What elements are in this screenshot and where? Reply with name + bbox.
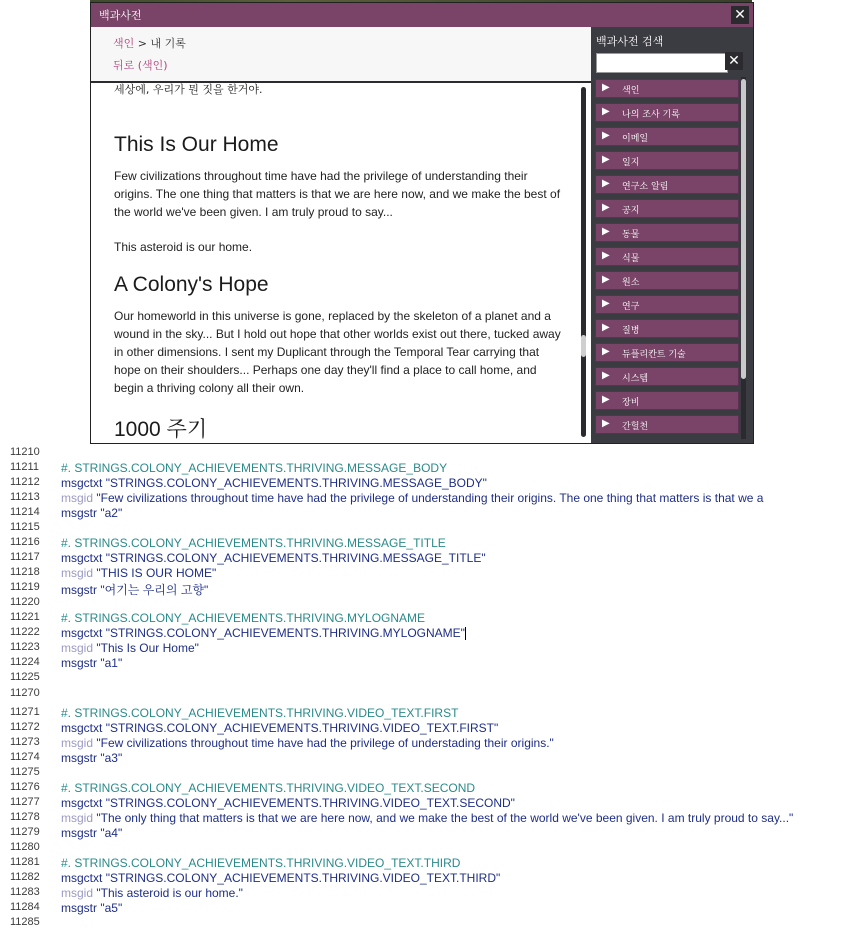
code-keyword: msgstr bbox=[61, 751, 97, 765]
sidebar-item[interactable] bbox=[595, 79, 739, 98]
sidebar-item[interactable] bbox=[595, 295, 739, 314]
triangle-right-icon: ▶ bbox=[602, 298, 610, 309]
code-value: "a3" bbox=[100, 751, 123, 765]
sidebar-item-label: 식물 bbox=[622, 254, 640, 264]
code-line bbox=[0, 871, 848, 886]
code-value: "a5" bbox=[100, 901, 123, 915]
code-line bbox=[0, 656, 848, 671]
triangle-right-icon: ▶ bbox=[602, 370, 610, 381]
search-input[interactable] bbox=[596, 53, 728, 73]
code-line bbox=[0, 901, 848, 916]
sidebar-item[interactable] bbox=[595, 367, 739, 386]
code-entry bbox=[61, 721, 498, 735]
code-value: "STRINGS.COLONY_ACHIEVEMENTS.THRIVING.MYLOGNAME" bbox=[105, 626, 465, 640]
sidebar-item-label: 나의 조사 기록 bbox=[622, 110, 680, 120]
line-number: 11213 bbox=[10, 491, 40, 503]
sidebar-item[interactable] bbox=[595, 151, 739, 170]
back-link[interactable]: 뒤로 (색인) bbox=[113, 59, 168, 72]
code-entry bbox=[61, 491, 763, 505]
code-keyword: msgid bbox=[61, 566, 94, 580]
code-keyword: msgstr bbox=[61, 583, 97, 597]
line-number: 11211 bbox=[10, 461, 39, 473]
sidebar-item-label: 원소 bbox=[622, 278, 640, 288]
code-keyword: msgctxt bbox=[61, 796, 103, 810]
triangle-right-icon: ▶ bbox=[602, 202, 610, 213]
encyclopedia-window bbox=[90, 2, 754, 444]
line-number: 11214 bbox=[10, 506, 40, 518]
line-number: 11221 bbox=[10, 611, 40, 623]
line-number: 11220 bbox=[10, 596, 40, 608]
line-number: 11278 bbox=[10, 811, 40, 823]
sidebar-title: 백과사전 검색 bbox=[596, 35, 664, 48]
code-line bbox=[0, 916, 848, 931]
triangle-right-icon: ▶ bbox=[602, 346, 610, 357]
search-sidebar bbox=[591, 27, 753, 443]
line-number: 11274 bbox=[10, 751, 40, 763]
close-button[interactable] bbox=[731, 6, 749, 24]
code-value: "This Is Our Home" bbox=[96, 641, 199, 655]
code-line bbox=[0, 521, 848, 536]
sidebar-scrollbar-thumb[interactable] bbox=[741, 79, 746, 379]
triangle-right-icon: ▶ bbox=[602, 106, 610, 117]
code-keyword: msgid bbox=[61, 641, 94, 655]
code-line bbox=[0, 611, 848, 626]
line-number: 11210 bbox=[10, 446, 40, 458]
breadcrumb-separator: > bbox=[134, 37, 151, 50]
code-keyword: msgstr bbox=[61, 901, 97, 915]
code-value: "This asteroid is our home." bbox=[96, 886, 243, 900]
line-number: 11277 bbox=[10, 796, 40, 808]
line-number: 11270 bbox=[10, 687, 40, 699]
line-number: 11217 bbox=[10, 551, 40, 563]
sidebar-item[interactable] bbox=[595, 271, 739, 290]
line-number: 11271 bbox=[10, 706, 40, 718]
code-entry bbox=[61, 506, 122, 520]
code-comment: #. STRINGS.COLONY_ACHIEVEMENTS.THRIVING.MYLOGNAME bbox=[61, 611, 426, 625]
line-number: 11212 bbox=[10, 476, 40, 488]
code-keyword: msgstr bbox=[61, 656, 97, 670]
triangle-right-icon: ▶ bbox=[602, 322, 610, 333]
code-keyword: msgid bbox=[61, 736, 94, 750]
code-line bbox=[0, 551, 848, 566]
line-number: 11284 bbox=[10, 901, 40, 913]
article-heading-home: This Is Our Home bbox=[114, 133, 279, 156]
code-line bbox=[0, 461, 848, 476]
breadcrumb-index-link[interactable]: 색인 bbox=[113, 37, 135, 50]
code-line bbox=[0, 811, 848, 826]
line-number: 11219 bbox=[10, 581, 40, 593]
sidebar-item[interactable] bbox=[595, 103, 739, 122]
code-line bbox=[0, 781, 848, 796]
line-number: 11283 bbox=[10, 886, 40, 898]
sidebar-item-label: 질병 bbox=[622, 326, 640, 336]
article-content bbox=[91, 83, 591, 443]
code-entry bbox=[61, 886, 243, 900]
code-keyword: msgid bbox=[61, 491, 94, 505]
line-number: 11282 bbox=[10, 871, 40, 883]
sidebar-item[interactable] bbox=[595, 127, 739, 146]
code-line bbox=[0, 566, 848, 581]
triangle-right-icon: ▶ bbox=[602, 250, 610, 261]
code-line bbox=[0, 536, 848, 551]
code-value: "a1" bbox=[100, 656, 123, 670]
code-entry bbox=[61, 476, 487, 490]
code-line bbox=[0, 491, 848, 506]
code-entry bbox=[61, 736, 554, 750]
code-line bbox=[0, 446, 848, 461]
sidebar-item[interactable] bbox=[595, 223, 739, 242]
code-value: "STRINGS.COLONY_ACHIEVEMENTS.THRIVING.MESSAGE_BODY" bbox=[105, 476, 487, 490]
sidebar-item[interactable] bbox=[595, 247, 739, 266]
line-number: 11281 bbox=[10, 856, 40, 868]
code-entry bbox=[61, 656, 122, 670]
code-entry bbox=[61, 826, 122, 840]
code-keyword: msgstr bbox=[61, 826, 97, 840]
code-comment: #. STRINGS.COLONY_ACHIEVEMENTS.THRIVING.MESSAGE_TITLE bbox=[61, 536, 446, 550]
code-line bbox=[0, 626, 848, 641]
sidebar-item-label: 듀플리칸트 기술 bbox=[622, 350, 686, 360]
code-value: "Few civilizations throughout time have had the privilege of understanding their origins. The one thing that matters is that we a bbox=[96, 491, 764, 505]
sidebar-item[interactable] bbox=[595, 199, 739, 218]
code-value: "The only thing that matters is that we are here now, and we make the best of the world we've been given. I am truly proud to say..." bbox=[96, 811, 794, 825]
code-entry bbox=[61, 811, 793, 825]
code-entry bbox=[61, 901, 122, 915]
line-number: 11275 bbox=[10, 766, 40, 778]
code-line bbox=[0, 886, 848, 901]
sidebar-item[interactable] bbox=[595, 175, 739, 194]
sidebar-item[interactable] bbox=[595, 415, 739, 434]
article-fragment: 세상에, 우리가 뭔 짓을 한거야. bbox=[114, 83, 263, 96]
code-comment: #. STRINGS.COLONY_ACHIEVEMENTS.THRIVING.VIDEO_TEXT.SECOND bbox=[61, 781, 476, 795]
sidebar-item-label: 시스템 bbox=[622, 374, 649, 384]
code-value: "Few civilizations throughout time have had the privilege of understading their origins." bbox=[96, 736, 554, 750]
line-number: 11273 bbox=[10, 736, 40, 748]
sidebar-item-label: 색인 bbox=[622, 86, 640, 96]
line-number: 11218 bbox=[10, 566, 40, 578]
sidebar-item-label: 연구소 알림 bbox=[622, 182, 669, 192]
sidebar-item[interactable] bbox=[595, 343, 739, 362]
code-value: "STRINGS.COLONY_ACHIEVEMENTS.THRIVING.VIDEO_TEXT.THIRD" bbox=[105, 871, 501, 885]
code-value: "STRINGS.COLONY_ACHIEVEMENTS.THRIVING.VIDEO_TEXT.FIRST" bbox=[105, 721, 499, 735]
code-value: "STRINGS.COLONY_ACHIEVEMENTS.THRIVING.VIDEO_TEXT.SECOND" bbox=[105, 796, 515, 810]
article-paragraph-2: This asteroid is our home. bbox=[114, 240, 253, 254]
line-number: 11222 bbox=[10, 626, 40, 638]
breadcrumb bbox=[91, 27, 591, 83]
sidebar-item[interactable] bbox=[595, 319, 739, 338]
sidebar-item-label: 일지 bbox=[622, 158, 640, 168]
line-number: 11285 bbox=[10, 916, 40, 928]
triangle-right-icon: ▶ bbox=[602, 418, 610, 429]
code-value: "a2" bbox=[100, 506, 123, 520]
triangle-right-icon: ▶ bbox=[602, 82, 610, 93]
window-titlebar bbox=[91, 3, 753, 28]
triangle-right-icon: ▶ bbox=[602, 394, 610, 405]
breadcrumb-current: 내 기록 bbox=[150, 37, 186, 50]
line-number: 11279 bbox=[10, 826, 40, 838]
sidebar-item[interactable] bbox=[595, 391, 739, 410]
code-line bbox=[0, 706, 848, 721]
article-paragraph-1: Few civilizations throughout time have had the privilege of understanding their origins. The one thing that matters is that we are here now, and we make the best of the world we've been given. I am truly proud to say... bbox=[114, 169, 561, 219]
code-line bbox=[0, 476, 848, 491]
code-line bbox=[0, 506, 848, 521]
code-line bbox=[0, 641, 848, 656]
code-entry bbox=[61, 566, 216, 580]
code-entry bbox=[61, 641, 199, 655]
code-line bbox=[0, 736, 848, 751]
close-icon: ✕ bbox=[734, 7, 746, 23]
code-keyword: msgstr bbox=[61, 506, 97, 520]
text-cursor bbox=[465, 627, 466, 640]
code-line bbox=[0, 596, 848, 611]
code-line bbox=[0, 751, 848, 766]
triangle-right-icon: ▶ bbox=[602, 154, 610, 165]
code-line bbox=[0, 766, 848, 781]
code-entry bbox=[61, 626, 466, 640]
sidebar-item-label: 연구 bbox=[622, 302, 640, 312]
code-line bbox=[0, 671, 848, 686]
breadcrumb-line bbox=[113, 35, 186, 51]
code-value: "여기는 우리의 고향" bbox=[100, 583, 209, 597]
article-scrollbar[interactable] bbox=[581, 87, 586, 437]
line-number: 11216 bbox=[10, 536, 40, 548]
article-scrollbar-thumb[interactable] bbox=[581, 335, 586, 357]
code-keyword: msgctxt bbox=[61, 871, 103, 885]
sidebar-item-label: 간헐천 bbox=[622, 422, 649, 432]
code-keyword: msgctxt bbox=[61, 626, 103, 640]
sidebar-item-label: 이메일 bbox=[622, 134, 649, 144]
code-keyword: msgctxt bbox=[61, 721, 103, 735]
article-heading-cycles: 1000 주기 bbox=[114, 418, 208, 441]
line-number: 11223 bbox=[10, 641, 40, 653]
code-entry bbox=[61, 751, 122, 765]
code-keyword: msgid bbox=[61, 811, 94, 825]
code-comment: #. STRINGS.COLONY_ACHIEVEMENTS.THRIVING.VIDEO_TEXT.THIRD bbox=[61, 856, 461, 870]
window-title: 백과사전 bbox=[99, 9, 142, 22]
code-line bbox=[0, 856, 848, 871]
clear-icon: ✕ bbox=[728, 53, 740, 69]
code-value: "a4" bbox=[100, 826, 123, 840]
line-number: 11272 bbox=[10, 721, 40, 733]
code-comment: #. STRINGS.COLONY_ACHIEVEMENTS.THRIVING.MESSAGE_BODY bbox=[61, 461, 448, 475]
line-number: 11224 bbox=[10, 656, 40, 668]
code-keyword: msgctxt bbox=[61, 551, 103, 565]
code-keyword: msgctxt bbox=[61, 476, 103, 490]
code-entry bbox=[61, 871, 500, 885]
line-number: 11276 bbox=[10, 781, 40, 793]
triangle-right-icon: ▶ bbox=[602, 274, 610, 285]
article-heading-hope: A Colony's Hope bbox=[114, 273, 269, 296]
code-line bbox=[0, 721, 848, 736]
sidebar-item-label: 동물 bbox=[622, 230, 640, 240]
search-clear-button[interactable] bbox=[725, 52, 743, 70]
sidebar-item-label: 장비 bbox=[622, 398, 640, 408]
triangle-right-icon: ▶ bbox=[602, 178, 610, 189]
article-paragraph-3: Our homeworld in this universe is gone, replaced by the skeleton of a planet and a wound in the sky... But I hold out hope that other worlds exist out there, tucked away in other dimensions. I sent my Duplicant through the Temporal Tear carrying that hope on their shoulders... Perhaps one day they'll find a place to call home, and begin a thriving colony all their own. bbox=[114, 309, 561, 395]
code-comment: #. STRINGS.COLONY_ACHIEVEMENTS.THRIVING.VIDEO_TEXT.FIRST bbox=[61, 706, 459, 720]
code-line bbox=[0, 826, 848, 841]
sidebar-item-label: 공지 bbox=[622, 206, 640, 216]
code-value: "THIS IS OUR HOME" bbox=[96, 566, 217, 580]
code-entry bbox=[61, 796, 515, 810]
line-number: 11225 bbox=[10, 671, 40, 683]
code-line bbox=[0, 581, 848, 596]
code-keyword: msgid bbox=[61, 886, 94, 900]
code-entry bbox=[61, 551, 486, 565]
triangle-right-icon: ▶ bbox=[602, 226, 610, 237]
code-editor[interactable] bbox=[0, 446, 848, 938]
code-line bbox=[0, 796, 848, 811]
code-line bbox=[0, 841, 848, 856]
line-number: 11215 bbox=[10, 521, 40, 533]
code-value: "STRINGS.COLONY_ACHIEVEMENTS.THRIVING.MESSAGE_TITLE" bbox=[105, 551, 486, 565]
triangle-right-icon: ▶ bbox=[602, 130, 610, 141]
line-number: 11280 bbox=[10, 841, 40, 853]
